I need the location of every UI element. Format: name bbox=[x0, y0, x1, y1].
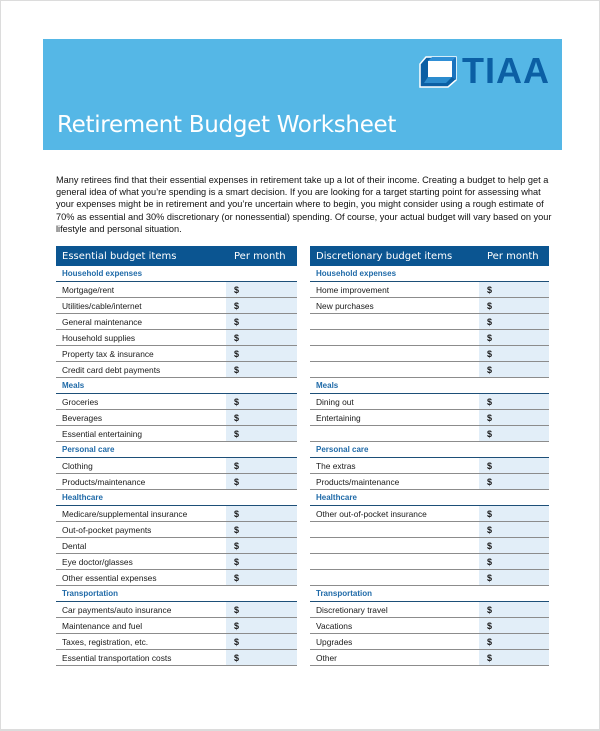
amount-per-month-field[interactable]: $ bbox=[479, 506, 549, 522]
budget-item-row bbox=[56, 650, 297, 666]
item-label: Other out-of-pocket insurance bbox=[310, 506, 479, 522]
item-label: Maintenance and fuel bbox=[56, 618, 226, 634]
item-label: Dining out bbox=[310, 394, 479, 410]
budget-item-row bbox=[310, 522, 549, 538]
amount-per-month-field[interactable]: $ bbox=[479, 410, 549, 426]
item-label: Eye doctor/glasses bbox=[56, 554, 226, 570]
budget-item-row bbox=[310, 634, 549, 650]
item-label: Utilities/cable/internet bbox=[56, 298, 226, 314]
discretionary-table-body bbox=[310, 266, 549, 666]
column-header-per-month: Per month bbox=[479, 246, 549, 266]
category-label: Personal care bbox=[310, 442, 549, 458]
budget-item-row bbox=[310, 346, 549, 362]
item-label: New purchases bbox=[310, 298, 479, 314]
budget-item-row bbox=[310, 426, 549, 442]
category-row bbox=[310, 586, 549, 602]
item-label: Mortgage/rent bbox=[56, 282, 226, 298]
header-banner bbox=[43, 39, 562, 150]
essential-budget-table bbox=[56, 246, 297, 666]
category-label: Healthcare bbox=[310, 490, 549, 506]
amount-per-month-field[interactable]: $ bbox=[226, 298, 297, 314]
budget-item-row bbox=[310, 474, 549, 490]
amount-per-month-field[interactable]: $ bbox=[226, 474, 297, 490]
amount-per-month-field[interactable]: $ bbox=[226, 602, 297, 618]
budget-item-row bbox=[56, 330, 297, 346]
category-label: Meals bbox=[310, 378, 549, 394]
amount-per-month-field[interactable]: $ bbox=[479, 394, 549, 410]
budget-item-row bbox=[310, 650, 549, 666]
budget-item-row bbox=[56, 570, 297, 586]
amount-per-month-field[interactable]: $ bbox=[479, 634, 549, 650]
budget-item-row bbox=[310, 394, 549, 410]
item-label: General maintenance bbox=[56, 314, 226, 330]
budget-item-row bbox=[310, 330, 549, 346]
amount-per-month-field[interactable]: $ bbox=[479, 346, 549, 362]
budget-item-row bbox=[310, 282, 549, 298]
category-row bbox=[56, 490, 297, 506]
item-label: Medicare/supplemental insurance bbox=[56, 506, 226, 522]
item-label: Property tax & insurance bbox=[56, 346, 226, 362]
amount-per-month-field[interactable]: $ bbox=[226, 314, 297, 330]
budget-item-row bbox=[56, 522, 297, 538]
amount-per-month-field[interactable]: $ bbox=[479, 554, 549, 570]
amount-per-month-field[interactable]: $ bbox=[226, 346, 297, 362]
item-label: Other bbox=[310, 650, 479, 666]
budget-item-row bbox=[56, 458, 297, 474]
category-label: Household expenses bbox=[310, 266, 549, 282]
budget-item-row bbox=[310, 618, 549, 634]
amount-per-month-field[interactable]: $ bbox=[226, 458, 297, 474]
category-row bbox=[310, 378, 549, 394]
amount-per-month-field[interactable]: $ bbox=[226, 650, 297, 666]
category-row bbox=[56, 586, 297, 602]
intro-paragraph: Many retirees find that their essential expenses in retirement take up a lot of their income. Creating a budget to help get a general idea of what you’re spending is a smart decision. If you are looking for a target starting point for assessing what your expenses might be in retirement and you’re uncertain where to begin, you might consider using a rough estimate of 70% as essential and 30% discretionary (or nonessential) spending. Of course, your actual budget will vary based on your lifestyle and personal situation. bbox=[56, 175, 552, 234]
category-row bbox=[310, 442, 549, 458]
item-label: Products/maintenance bbox=[310, 474, 479, 490]
budget-item-row bbox=[56, 506, 297, 522]
budget-item-row bbox=[56, 394, 297, 410]
item-label-blank-field[interactable] bbox=[310, 330, 479, 346]
category-label: Personal care bbox=[56, 442, 297, 458]
budget-item-row bbox=[56, 474, 297, 490]
tiaa-logo bbox=[418, 50, 550, 91]
category-row bbox=[310, 266, 549, 282]
amount-per-month-field[interactable]: $ bbox=[479, 474, 549, 490]
amount-per-month-field[interactable]: $ bbox=[479, 426, 549, 442]
budget-item-row bbox=[56, 554, 297, 570]
item-label: Beverages bbox=[56, 410, 226, 426]
amount-per-month-field[interactable]: $ bbox=[479, 458, 549, 474]
item-label: Vacations bbox=[310, 618, 479, 634]
category-row bbox=[310, 490, 549, 506]
category-row bbox=[56, 442, 297, 458]
item-label: Out-of-pocket payments bbox=[56, 522, 226, 538]
amount-per-month-field[interactable]: $ bbox=[479, 538, 549, 554]
budget-item-row bbox=[56, 282, 297, 298]
amount-per-month-field[interactable]: $ bbox=[479, 650, 549, 666]
budget-item-row bbox=[56, 538, 297, 554]
amount-per-month-field[interactable]: $ bbox=[226, 410, 297, 426]
item-label: The extras bbox=[310, 458, 479, 474]
amount-per-month-field[interactable]: $ bbox=[479, 618, 549, 634]
item-label: Discretionary travel bbox=[310, 602, 479, 618]
column-header-per-month: Per month bbox=[226, 246, 297, 266]
amount-per-month-field[interactable]: $ bbox=[226, 522, 297, 538]
table-header-row bbox=[56, 246, 297, 266]
item-label: Products/maintenance bbox=[56, 474, 226, 490]
amount-per-month-field[interactable]: $ bbox=[226, 570, 297, 586]
budget-item-row bbox=[310, 458, 549, 474]
item-label: Clothing bbox=[56, 458, 226, 474]
discretionary-budget-table bbox=[310, 246, 549, 666]
budget-item-row bbox=[56, 410, 297, 426]
amount-per-month-field[interactable]: $ bbox=[479, 298, 549, 314]
item-label-blank-field[interactable] bbox=[310, 362, 479, 378]
budget-item-row bbox=[56, 602, 297, 618]
amount-per-month-field[interactable]: $ bbox=[479, 570, 549, 586]
category-row bbox=[56, 378, 297, 394]
category-label: Healthcare bbox=[56, 490, 297, 506]
item-label-blank-field[interactable] bbox=[310, 346, 479, 362]
item-label: Household supplies bbox=[56, 330, 226, 346]
budget-item-row bbox=[56, 634, 297, 650]
budget-item-row bbox=[56, 314, 297, 330]
item-label: Upgrades bbox=[310, 634, 479, 650]
budget-item-row bbox=[310, 314, 549, 330]
item-label-blank-field[interactable] bbox=[310, 522, 479, 538]
item-label: Groceries bbox=[56, 394, 226, 410]
budget-item-row bbox=[310, 538, 549, 554]
amount-per-month-field[interactable]: $ bbox=[226, 618, 297, 634]
budget-item-row bbox=[56, 618, 297, 634]
amount-per-month-field[interactable]: $ bbox=[479, 282, 549, 298]
amount-per-month-field[interactable]: $ bbox=[226, 538, 297, 554]
budget-item-row bbox=[56, 298, 297, 314]
category-label: Meals bbox=[56, 378, 297, 394]
category-label: Transportation bbox=[56, 586, 297, 602]
amount-per-month-field[interactable]: $ bbox=[226, 330, 297, 346]
item-label: Entertaining bbox=[310, 410, 479, 426]
amount-per-month-field[interactable]: $ bbox=[479, 602, 549, 618]
amount-per-month-field[interactable]: $ bbox=[226, 362, 297, 378]
amount-per-month-field[interactable]: $ bbox=[479, 362, 549, 378]
amount-per-month-field[interactable]: $ bbox=[226, 634, 297, 650]
amount-per-month-field[interactable]: $ bbox=[479, 314, 549, 330]
item-label: Other essential expenses bbox=[56, 570, 226, 586]
column-header-item: Discretionary budget items bbox=[310, 246, 479, 266]
amount-per-month-field[interactable]: $ bbox=[226, 506, 297, 522]
item-label: Dental bbox=[56, 538, 226, 554]
budget-item-row bbox=[56, 362, 297, 378]
item-label: Taxes, registration, etc. bbox=[56, 634, 226, 650]
item-label-blank-field[interactable] bbox=[310, 554, 479, 570]
amount-per-month-field[interactable]: $ bbox=[226, 394, 297, 410]
item-label: Essential transportation costs bbox=[56, 650, 226, 666]
column-header-item: Essential budget items bbox=[56, 246, 226, 266]
amount-per-month-field[interactable]: $ bbox=[226, 426, 297, 442]
amount-per-month-field[interactable]: $ bbox=[226, 282, 297, 298]
item-label: Essential entertaining bbox=[56, 426, 226, 442]
category-label: Household expenses bbox=[56, 266, 297, 282]
tiaa-wordmark: TIAA bbox=[462, 50, 550, 91]
budget-item-row bbox=[310, 362, 549, 378]
budget-item-row bbox=[310, 298, 549, 314]
amount-per-month-field[interactable]: $ bbox=[479, 330, 549, 346]
budget-item-row bbox=[56, 346, 297, 362]
budget-item-row bbox=[310, 570, 549, 586]
item-label-blank-field[interactable] bbox=[310, 314, 479, 330]
item-label-blank-field[interactable] bbox=[310, 538, 479, 554]
table-header-row bbox=[310, 246, 549, 266]
category-row bbox=[56, 266, 297, 282]
budget-item-row bbox=[310, 554, 549, 570]
amount-per-month-field[interactable]: $ bbox=[226, 554, 297, 570]
budget-item-row bbox=[310, 602, 549, 618]
category-label: Transportation bbox=[310, 586, 549, 602]
budget-item-row bbox=[310, 410, 549, 426]
item-label: Credit card debt payments bbox=[56, 362, 226, 378]
budget-item-row bbox=[310, 506, 549, 522]
essential-table-body bbox=[56, 266, 297, 666]
budget-item-row bbox=[56, 426, 297, 442]
item-label: Car payments/auto insurance bbox=[56, 602, 226, 618]
tiaa-cube-icon bbox=[418, 54, 458, 88]
item-label-blank-field[interactable] bbox=[310, 570, 479, 586]
page-title: Retirement Budget Worksheet bbox=[57, 112, 397, 138]
amount-per-month-field[interactable]: $ bbox=[479, 522, 549, 538]
item-label: Home improvement bbox=[310, 282, 479, 298]
item-label-blank-field[interactable] bbox=[310, 426, 479, 442]
